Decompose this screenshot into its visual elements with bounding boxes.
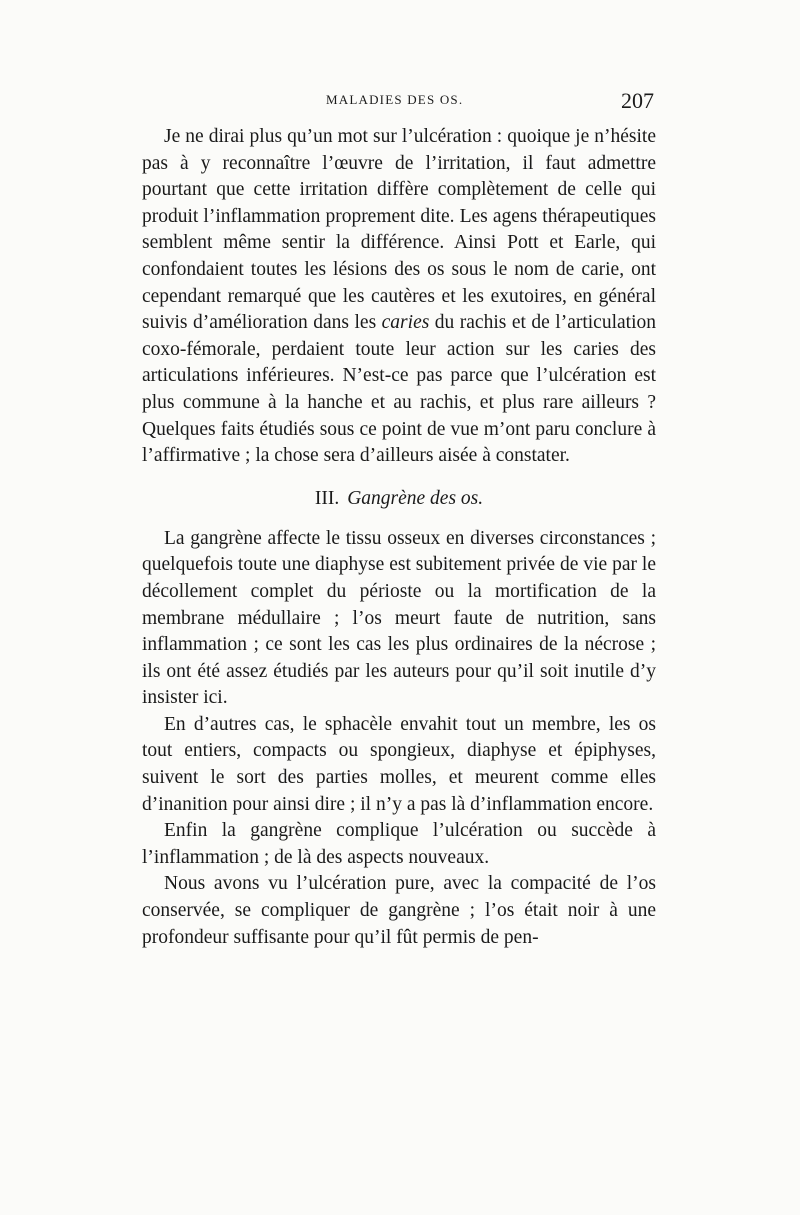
paragraph-complication: Enfin la gangrène complique l’ulcération ou succède à l’inflammation ; de là des aspects nouveaux. <box>142 820 656 868</box>
paragraph-ulceration <box>142 124 656 470</box>
paragraph-sphacele: En d’autres cas, le sphacèle envahit tout un membre, les os tout entiers, compacts ou spongieux, diaphyse et épiphyses, suivent le sort des parties molles, et meurent comme elles d’inanition pour ainsi dire ; il n’y a pas là d’inflammation encore. <box>142 713 656 815</box>
section-numeral: III. <box>314 487 340 509</box>
paragraph-1-part-1: Je ne dirai plus qu’un mot sur l’ulcération : quoique je n’hésite pas à y reconnaître l’œuvre de l’irritation, il faut admettre pourtant que cette irritation diffère complètement de celle qui produit l’inflammation proprement dite. Les agens thérapeutiques semblent même sentir la différence. Ainsi Pott et Earle, qui confondaient toutes les lésions des os sous le nom de carie, ont cependant remarqué que les cautères et les exutoires, en général suivis d’amélioration dans les <box>142 126 656 334</box>
italic-term-caries: caries <box>381 312 430 334</box>
section-heading <box>142 486 656 512</box>
running-head <box>140 88 660 114</box>
paragraph-ulceration-pure: Nous avons vu l’ulcération pure, avec la compacité de l’os conservée, se compliquer de gangrène ; l’os était noir à une profondeur suffisante pour qu’il fût permis de pen- <box>142 873 656 948</box>
running-title: MALADIES DES OS. <box>326 92 464 107</box>
paragraph-gangrene-circumstances: La gangrène affecte le tissu osseux en diverses circonstances ; quelquefois toute une diaphyse est subitement privée de vie par le décollement complet du périoste ou la mortification de la membrane médullaire ; l’os meurt faute de nutrition, sans inflammation ; ce sont les cas les plus ordinaires de la nécrose ; ils ont été assez étudiés par les auteurs pour qu’il soit inutile d’y insister ici. <box>142 527 656 709</box>
section-title: Gangrène des os. <box>347 487 484 509</box>
page-number: 207 <box>621 88 654 113</box>
paragraph-1-part-2: du rachis et de l’articulation coxo-fémorale, perdaient toute leur action sur les caries des articulations inférieures. N’est-ce pas parce que l’ulcération est plus commune à la hanche et au rachis, et plus rare ailleurs ? Quelques faits étudiés sous ce point de vue m’ont paru conclure à l’affirmative ; la chose sera d’ailleurs aisée à constater. <box>142 312 656 467</box>
body-text <box>142 124 656 951</box>
